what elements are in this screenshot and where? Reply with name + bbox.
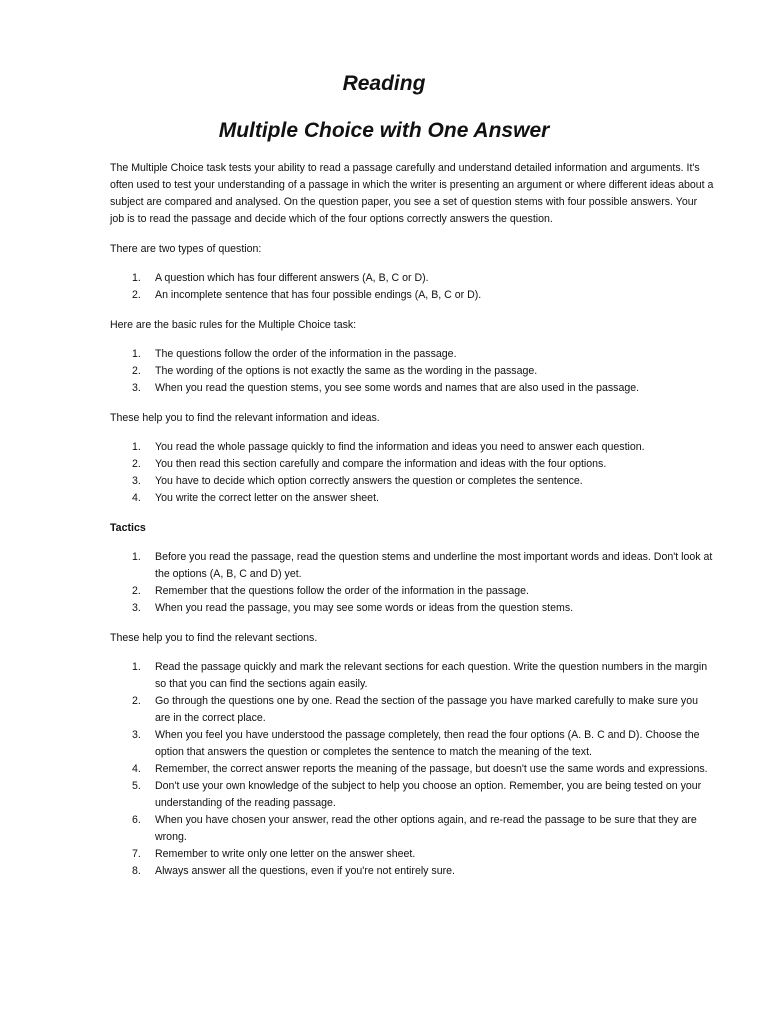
list-number: 3. (132, 382, 141, 394)
list-number: 2. (132, 365, 141, 377)
list-item (110, 270, 714, 287)
types-list (110, 270, 714, 304)
list-item-text: Remember to write only one letter on the answer sheet. (155, 848, 416, 860)
intro-paragraph: The Multiple Choice task tests your ability to read a passage carefully and understand detailed information and arguments. It's often used to test your understanding of a passage in which the writer is presenting an argument or where different ideas about a subject are compared and analysed. On the question paper, you see a set of question stems with four possible answers. Your job is to read the passage and decide which of the four options correctly answers the question. (110, 162, 714, 225)
list-number: 4. (132, 763, 141, 775)
list-item (110, 583, 714, 600)
list-number: 5. (132, 780, 141, 792)
list-item (110, 846, 714, 863)
list-number: 2. (132, 585, 141, 597)
list-item-text: Read the passage quickly and mark the relevant sections for each question. Write the question numbers in the margin so that you can find the sections again easily. (155, 661, 708, 690)
help-sections-heading: These help you to find the relevant sections. (110, 632, 318, 644)
tactics-list (110, 549, 714, 617)
list-item (110, 778, 714, 812)
steps-list (110, 659, 714, 880)
list-number: 2. (132, 289, 141, 301)
list-number: 3. (132, 602, 141, 614)
list-number: 2. (132, 695, 141, 707)
list-item (110, 439, 714, 456)
list-item (110, 761, 714, 778)
list-item-text: When you feel you have understood the passage completely, then read the four options (A. B. C and D). Choose the option that answers the question or completes the sentence to match the meaning of the text. (155, 729, 700, 758)
list-number: 8. (132, 865, 141, 877)
list-item (110, 549, 714, 583)
list-number: 7. (132, 848, 141, 860)
list-item-text: The questions follow the order of the information in the passage. (155, 348, 457, 360)
rules-list (110, 346, 714, 397)
list-item-text: A question which has four different answers (A, B, C or D). (155, 272, 429, 284)
list-item-text: When you read the passage, you may see some words or ideas from the question stems. (155, 602, 574, 614)
list-item-text: Don't use your own knowledge of the subject to help you choose an option. Remember, you are being tested on your understanding of the reading passage. (155, 780, 702, 809)
rules-heading: Here are the basic rules for the Multiple Choice task: (110, 319, 357, 331)
list-item-text: When you have chosen your answer, read the other options again, and re-read the passage to be sure that they are wrong. (155, 814, 697, 843)
list-item-text: An incomplete sentence that has four possible endings (A, B, C or D). (155, 289, 482, 301)
tactics-heading: Tactics (110, 522, 146, 534)
list-item (110, 812, 714, 846)
list-item (110, 600, 714, 617)
page-subtitle: Multiple Choice with One Answer (218, 119, 550, 142)
list-number: 1. (132, 348, 141, 360)
list-item-text: Remember, the correct answer reports the meaning of the passage, but doesn't use the same words and expressions. (155, 763, 708, 775)
list-number: 2. (132, 458, 141, 470)
list-item-text: You write the correct letter on the answer sheet. (155, 492, 379, 504)
list-item (110, 287, 714, 304)
list-number: 3. (132, 729, 141, 741)
list-item-text: You read the whole passage quickly to find the information and ideas you need to answer each question. (155, 441, 645, 453)
list-number: 4. (132, 492, 141, 504)
list-item-text: You then read this section carefully and compare the information and ideas with the four options. (155, 458, 607, 470)
list-item (110, 863, 714, 880)
list-number: 6. (132, 814, 141, 826)
list-item-text: When you read the question stems, you see some words and names that are also used in the passage. (155, 382, 640, 394)
list-item (110, 380, 714, 397)
list-item (110, 473, 714, 490)
list-item-text: Always answer all the questions, even if you're not entirely sure. (155, 865, 455, 877)
list-item-text: Remember that the questions follow the order of the information in the passage. (155, 585, 529, 597)
list-item-text: Go through the questions one by one. Read the section of the passage you have marked carefully to make sure you are in the correct place. (155, 695, 698, 724)
list-item-text: The wording of the options is not exactly the same as the wording in the passage. (155, 365, 538, 377)
list-item-text: You have to decide which option correctly answers the question or completes the sentence. (155, 475, 583, 487)
list-number: 3. (132, 475, 141, 487)
list-item (110, 456, 714, 473)
list-number: 1. (132, 441, 141, 453)
list-item (110, 490, 714, 507)
list-item (110, 363, 714, 380)
help-info-list (110, 439, 714, 507)
list-number: 1. (132, 661, 141, 673)
list-item (110, 346, 714, 363)
list-item (110, 659, 714, 693)
list-item (110, 727, 714, 761)
page-title: Reading (342, 72, 426, 95)
help-info-heading: These help you to find the relevant information and ideas. (110, 412, 380, 424)
types-heading: There are two types of question: (110, 243, 262, 255)
list-item-text: Before you read the passage, read the question stems and underline the most important words and ideas. Don't look at the options (A, B, C and D) yet. (155, 551, 713, 580)
list-number: 1. (132, 272, 141, 284)
list-item (110, 693, 714, 727)
list-number: 1. (132, 551, 141, 563)
document-body (110, 160, 714, 880)
